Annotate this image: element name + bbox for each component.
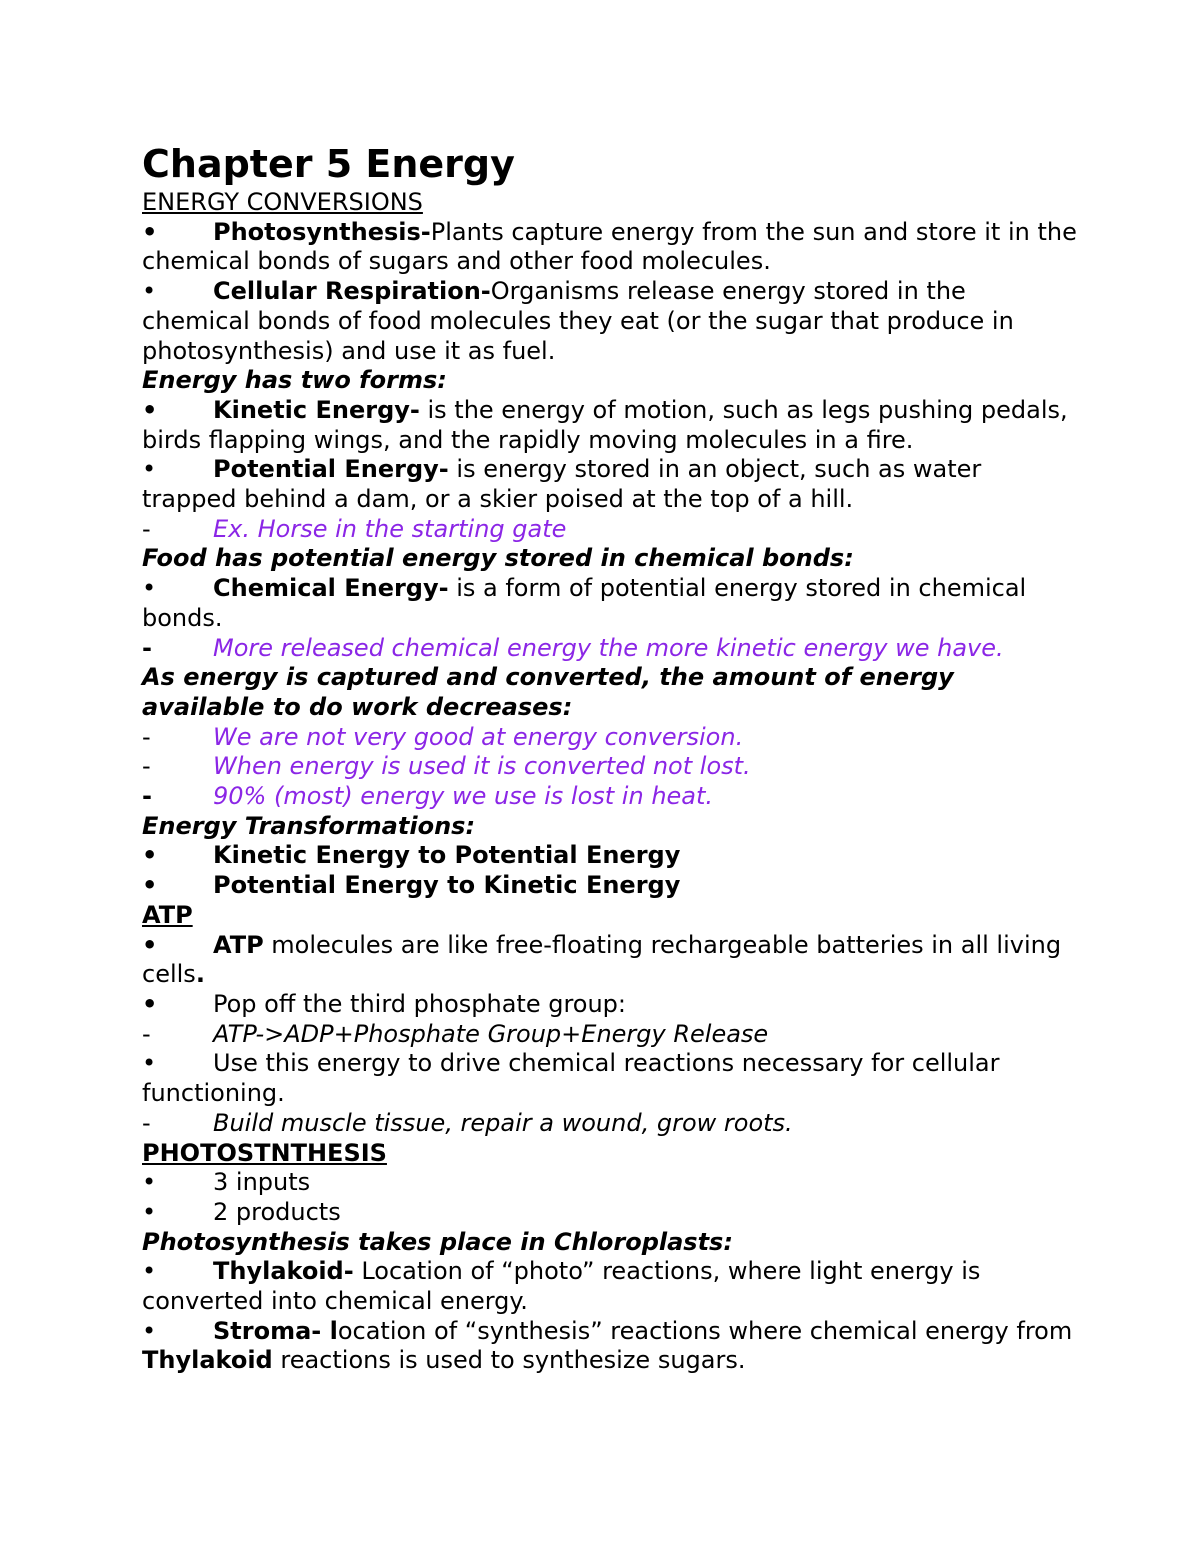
- note-horse-example: [142, 515, 1080, 545]
- bullet-icon: •: [142, 1316, 157, 1345]
- definition-kinetic-energy: is the energy of motion, such as legs pushing pedals, birds flapping wings, and the rapidly moving molecules in a fire.: [142, 395, 1068, 454]
- bullet-icon: •: [142, 1257, 157, 1286]
- note-text: Ex. Horse in the starting gate: [213, 514, 567, 543]
- definition-potential-energy: is energy stored in an object, such as water trapped behind a dam, or a skier poised at the top of a hill.: [142, 455, 982, 514]
- list-item-kinetic-to-potential: [142, 841, 1080, 871]
- note-text: Build muscle tissue, repair a wound, grow roots.: [213, 1108, 793, 1137]
- list-item-stroma: [142, 1317, 1080, 1376]
- bullet-icon: •: [142, 989, 158, 1018]
- dash-icon: -: [142, 633, 152, 662]
- section-heading-atp: ATP: [142, 900, 193, 929]
- bullet-icon: •: [142, 1168, 157, 1197]
- list-item-drive-reactions: [142, 1049, 1080, 1108]
- note-released-energy: [142, 634, 1080, 664]
- section-heading-energy-conversions: ENERGY CONVERSIONS: [142, 188, 423, 216]
- dash-icon: -: [142, 1019, 151, 1048]
- period: .: [195, 960, 205, 989]
- note-text: More released chemical energy the more kinetic energy we have.: [213, 633, 1004, 662]
- term-stroma: Stroma- l: [213, 1316, 338, 1345]
- item-text: Potential Energy to Kinetic Energy: [213, 871, 681, 900]
- definition-thylakoid: Location of “photo” reactions, where light energy is converted into chemical energy.: [142, 1257, 981, 1316]
- bullet-icon: •: [142, 841, 158, 870]
- bullet-icon: •: [142, 930, 158, 959]
- definition-stroma: ocation of “synthesis” reactions where chemical energy from: [337, 1316, 1073, 1345]
- note-conversion: [142, 723, 1080, 753]
- bullet-icon: •: [142, 574, 157, 603]
- note-atp-equation: [142, 1020, 1080, 1050]
- item-text: 3 inputs: [213, 1168, 311, 1197]
- bullet-icon: •: [142, 1197, 157, 1226]
- list-item-kinetic-energy: [142, 396, 1080, 455]
- dash-icon: -: [142, 722, 151, 751]
- equation-text: ATP->ADP+Phosphate Group+Energy Release: [213, 1019, 769, 1048]
- page-title: Chapter 5 Energy: [142, 142, 515, 186]
- list-item-photosynthesis: [142, 218, 1080, 277]
- note-text: We are not very good at energy conversion.: [213, 722, 744, 751]
- term-cellular-respiration: Cellular Respiration-: [213, 277, 491, 306]
- dash-icon: -: [142, 752, 151, 781]
- list-item-potential-to-kinetic: [142, 871, 1080, 901]
- list-item-potential-energy: [142, 455, 1080, 514]
- section-heading-photosynthesis: PHOTOSTNTHESIS: [142, 1138, 387, 1167]
- term-photosynthesis: Photosynthesis-: [213, 217, 431, 246]
- bullet-icon: •: [142, 1049, 157, 1078]
- dash-icon: -: [142, 514, 151, 543]
- dash-icon: -: [142, 782, 152, 811]
- definition-stroma-end: reactions is used to synthesize sugars.: [272, 1346, 746, 1375]
- section-heading-two-forms: Energy has two forms:: [142, 366, 447, 395]
- list-item-cellular-respiration: [142, 277, 1080, 366]
- list-item-phosphate: [142, 990, 1080, 1020]
- bullet-icon: •: [142, 217, 158, 246]
- note-build-muscle: [142, 1109, 1080, 1139]
- term-thylakoid-ref: Thylakoid: [142, 1346, 273, 1375]
- note-not-lost: [142, 752, 1080, 782]
- list-item-products: [142, 1198, 1080, 1228]
- term-chemical-energy: Chemical Energy-: [213, 574, 449, 603]
- term-kinetic-energy: Kinetic Energy-: [213, 395, 420, 424]
- item-text: Pop off the third phosphate group:: [213, 989, 627, 1018]
- definition-cellular-respiration: Organisms release energy stored in the chemical bonds of food molecules they eat (or the sugar that produce in photosynthesis) and use it as fuel.: [142, 277, 1014, 365]
- list-item-inputs: [142, 1168, 1080, 1198]
- note-text: When energy is used it is converted not lost.: [213, 752, 751, 781]
- bullet-icon: •: [142, 455, 157, 484]
- section-heading-food: Food has potential energy stored in chemical bonds:: [142, 544, 854, 573]
- term-atp: ATP: [213, 930, 264, 959]
- bullet-icon: •: [142, 277, 157, 306]
- section-heading-chloroplasts: Photosynthesis takes place in Chloroplasts:: [142, 1227, 733, 1256]
- section-heading-transformations: Energy Transformations:: [142, 811, 476, 840]
- term-potential-energy: Potential Energy-: [213, 455, 449, 484]
- item-text: Kinetic Energy to Potential Energy: [213, 841, 681, 870]
- definition-photosynthesis: Plants capture energy from the sun and store it in the chemical bonds of sugars and other food molecules.: [142, 217, 1077, 276]
- dash-icon: -: [142, 1108, 151, 1137]
- item-text: 2 products: [213, 1197, 341, 1226]
- section-heading-captured: As energy is captured and converted, the amount of energy available to do work decreases:: [142, 663, 954, 721]
- list-item-atp-batteries: [142, 931, 1080, 990]
- term-thylakoid: Thylakoid-: [213, 1257, 354, 1286]
- list-item-thylakoid: [142, 1257, 1080, 1316]
- bullet-icon: •: [142, 871, 158, 900]
- bullet-icon: •: [142, 395, 158, 424]
- definition-atp: molecules are like free-floating rechargeable batteries in all living cells: [142, 930, 1062, 989]
- item-text: Use this energy to drive chemical reactions necessary for cellular functioning.: [142, 1049, 1000, 1108]
- note-heat: [142, 782, 1080, 812]
- note-text: 90% (most) energy we use is lost in heat.: [213, 782, 714, 811]
- list-item-chemical-energy: [142, 574, 1080, 633]
- definition-chemical-energy: is a form of potential energy stored in chemical bonds.: [142, 574, 1027, 632]
